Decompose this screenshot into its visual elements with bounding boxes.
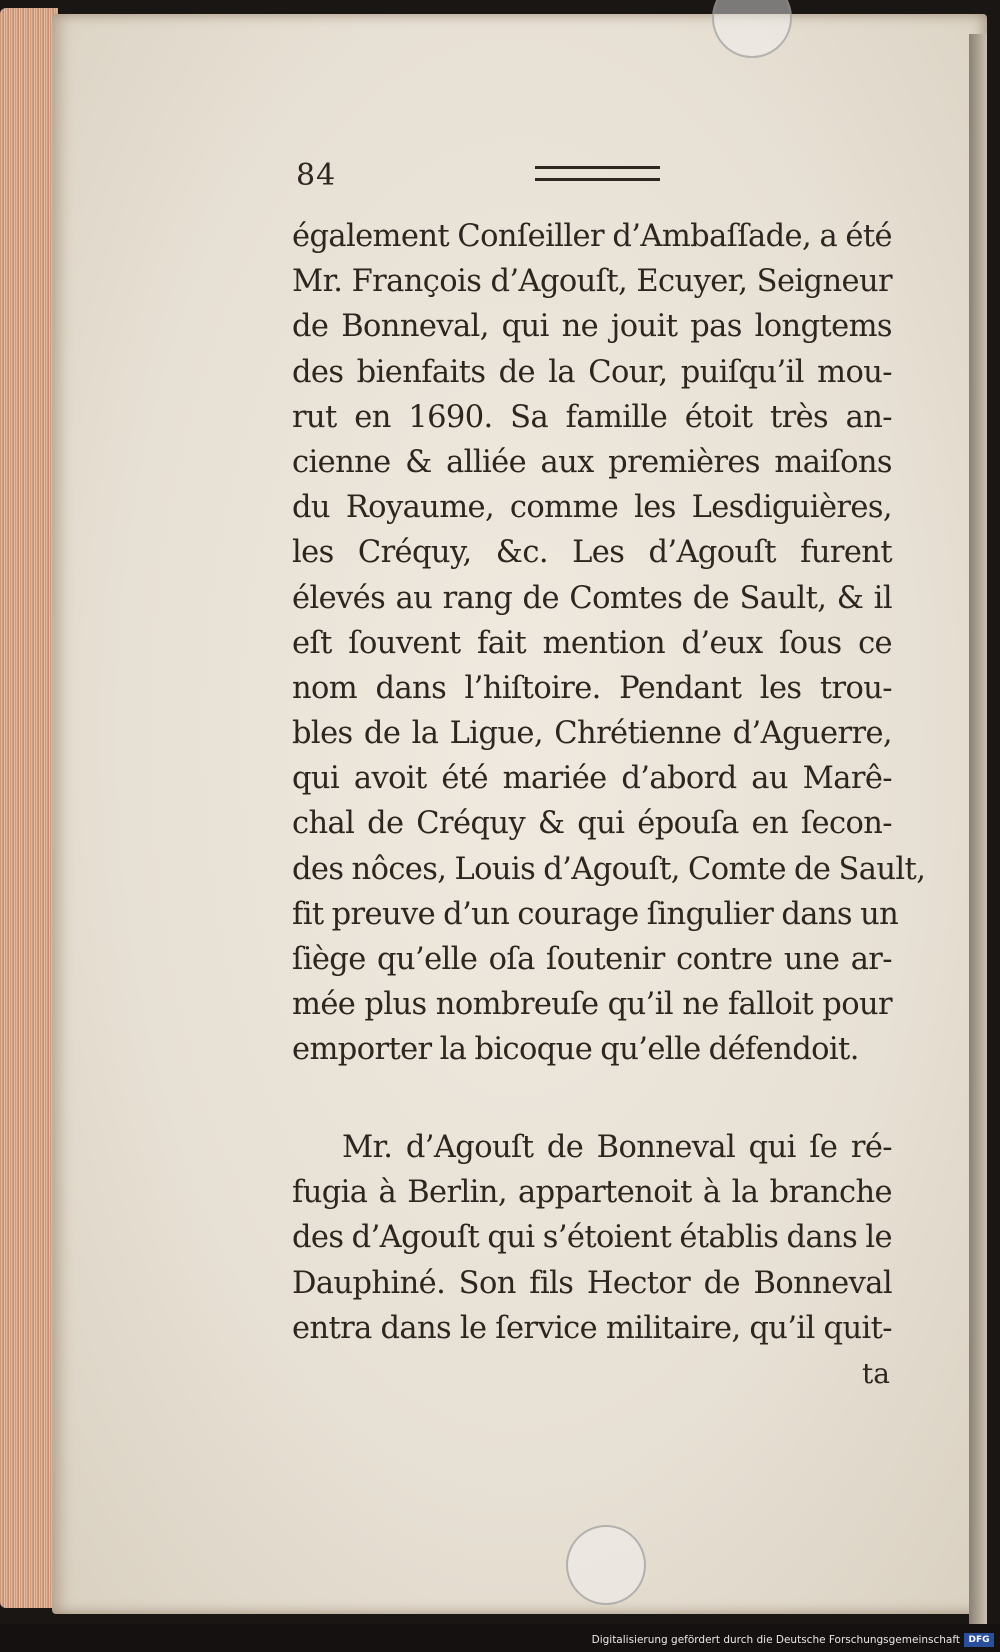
text-line: nom dans l’hiſtoire. Pendant les trou-	[292, 670, 892, 706]
text-line: des bienfaits de la Cour, puiſqu’il mou-	[292, 354, 892, 390]
text-line: emporter la bicoque qu’elle défendoit.	[292, 1032, 859, 1068]
text-line: des nôces, Louis d’Agouſt, Comte de Sault,	[292, 851, 926, 887]
footer-credit: Digitalisierung gefördert durch die Deutsche Forschungsgemeinschaft	[591, 1634, 960, 1646]
text-line: mée plus nombreuſe qu’il ne falloit pour	[292, 987, 892, 1023]
text-line: ſiège qu’elle oſa ſoutenir contre une ar-	[292, 942, 892, 977]
paragraph-1	[292, 214, 926, 1073]
text-line: bles de la Ligue, Chrétienne d’Aguerre,	[292, 716, 892, 752]
paragraph-2	[292, 1125, 892, 1351]
text-line: des d’Agouſt qui s’étoient établis dans le	[292, 1220, 892, 1256]
text-line: rut en 1690. Sa famille étoit très an-	[292, 399, 892, 435]
header-double-rule	[535, 166, 660, 181]
text-line: élevés au rang de Comtes de Sault, & il	[292, 580, 892, 616]
book-page-edges	[0, 8, 58, 1608]
page-clip-bottom	[566, 1525, 646, 1605]
text-line: Mr. d’Agouſt de Bonneval qui ſe ré-	[342, 1130, 892, 1165]
dfg-logo-icon: DFG	[964, 1633, 994, 1647]
binding-shadow	[969, 34, 987, 1624]
text-line: également Conſeiller d’Ambaſſade, a été	[292, 219, 892, 254]
text-line: qui avoit été mariée d’abord au Marê-	[292, 761, 892, 797]
text-line: chal de Créquy & qui épouſa en ſecon-	[292, 806, 892, 842]
text-line: entra dans le ſervice militaire, qu’il quit-	[292, 1310, 892, 1346]
text-line: Dauphiné. Son fils Hector de Bonneval	[292, 1265, 892, 1301]
text-line: eſt ſouvent fait mention d’eux ſous ce	[292, 625, 892, 661]
text-line: fugia à Berlin, appartenoit à la branche	[292, 1175, 892, 1211]
text-line: cienne & alliée aux premières maiſons	[292, 444, 892, 480]
catchword: ta	[862, 1357, 890, 1390]
text-line: Mr. François d’Agouſt, Ecuyer, Seigneur	[292, 264, 892, 300]
text-line: les Créquy, &c. Les d’Agouſt furent	[292, 535, 892, 571]
page-number: 84	[296, 158, 337, 193]
text-line: du Royaume, comme les Lesdiguières,	[292, 490, 892, 526]
text-line: fit preuve d’un courage ſingulier dans un	[292, 896, 899, 932]
footer-bar	[0, 1624, 1000, 1652]
text-line: de Bonneval, qui ne jouit pas longtems	[292, 309, 892, 345]
